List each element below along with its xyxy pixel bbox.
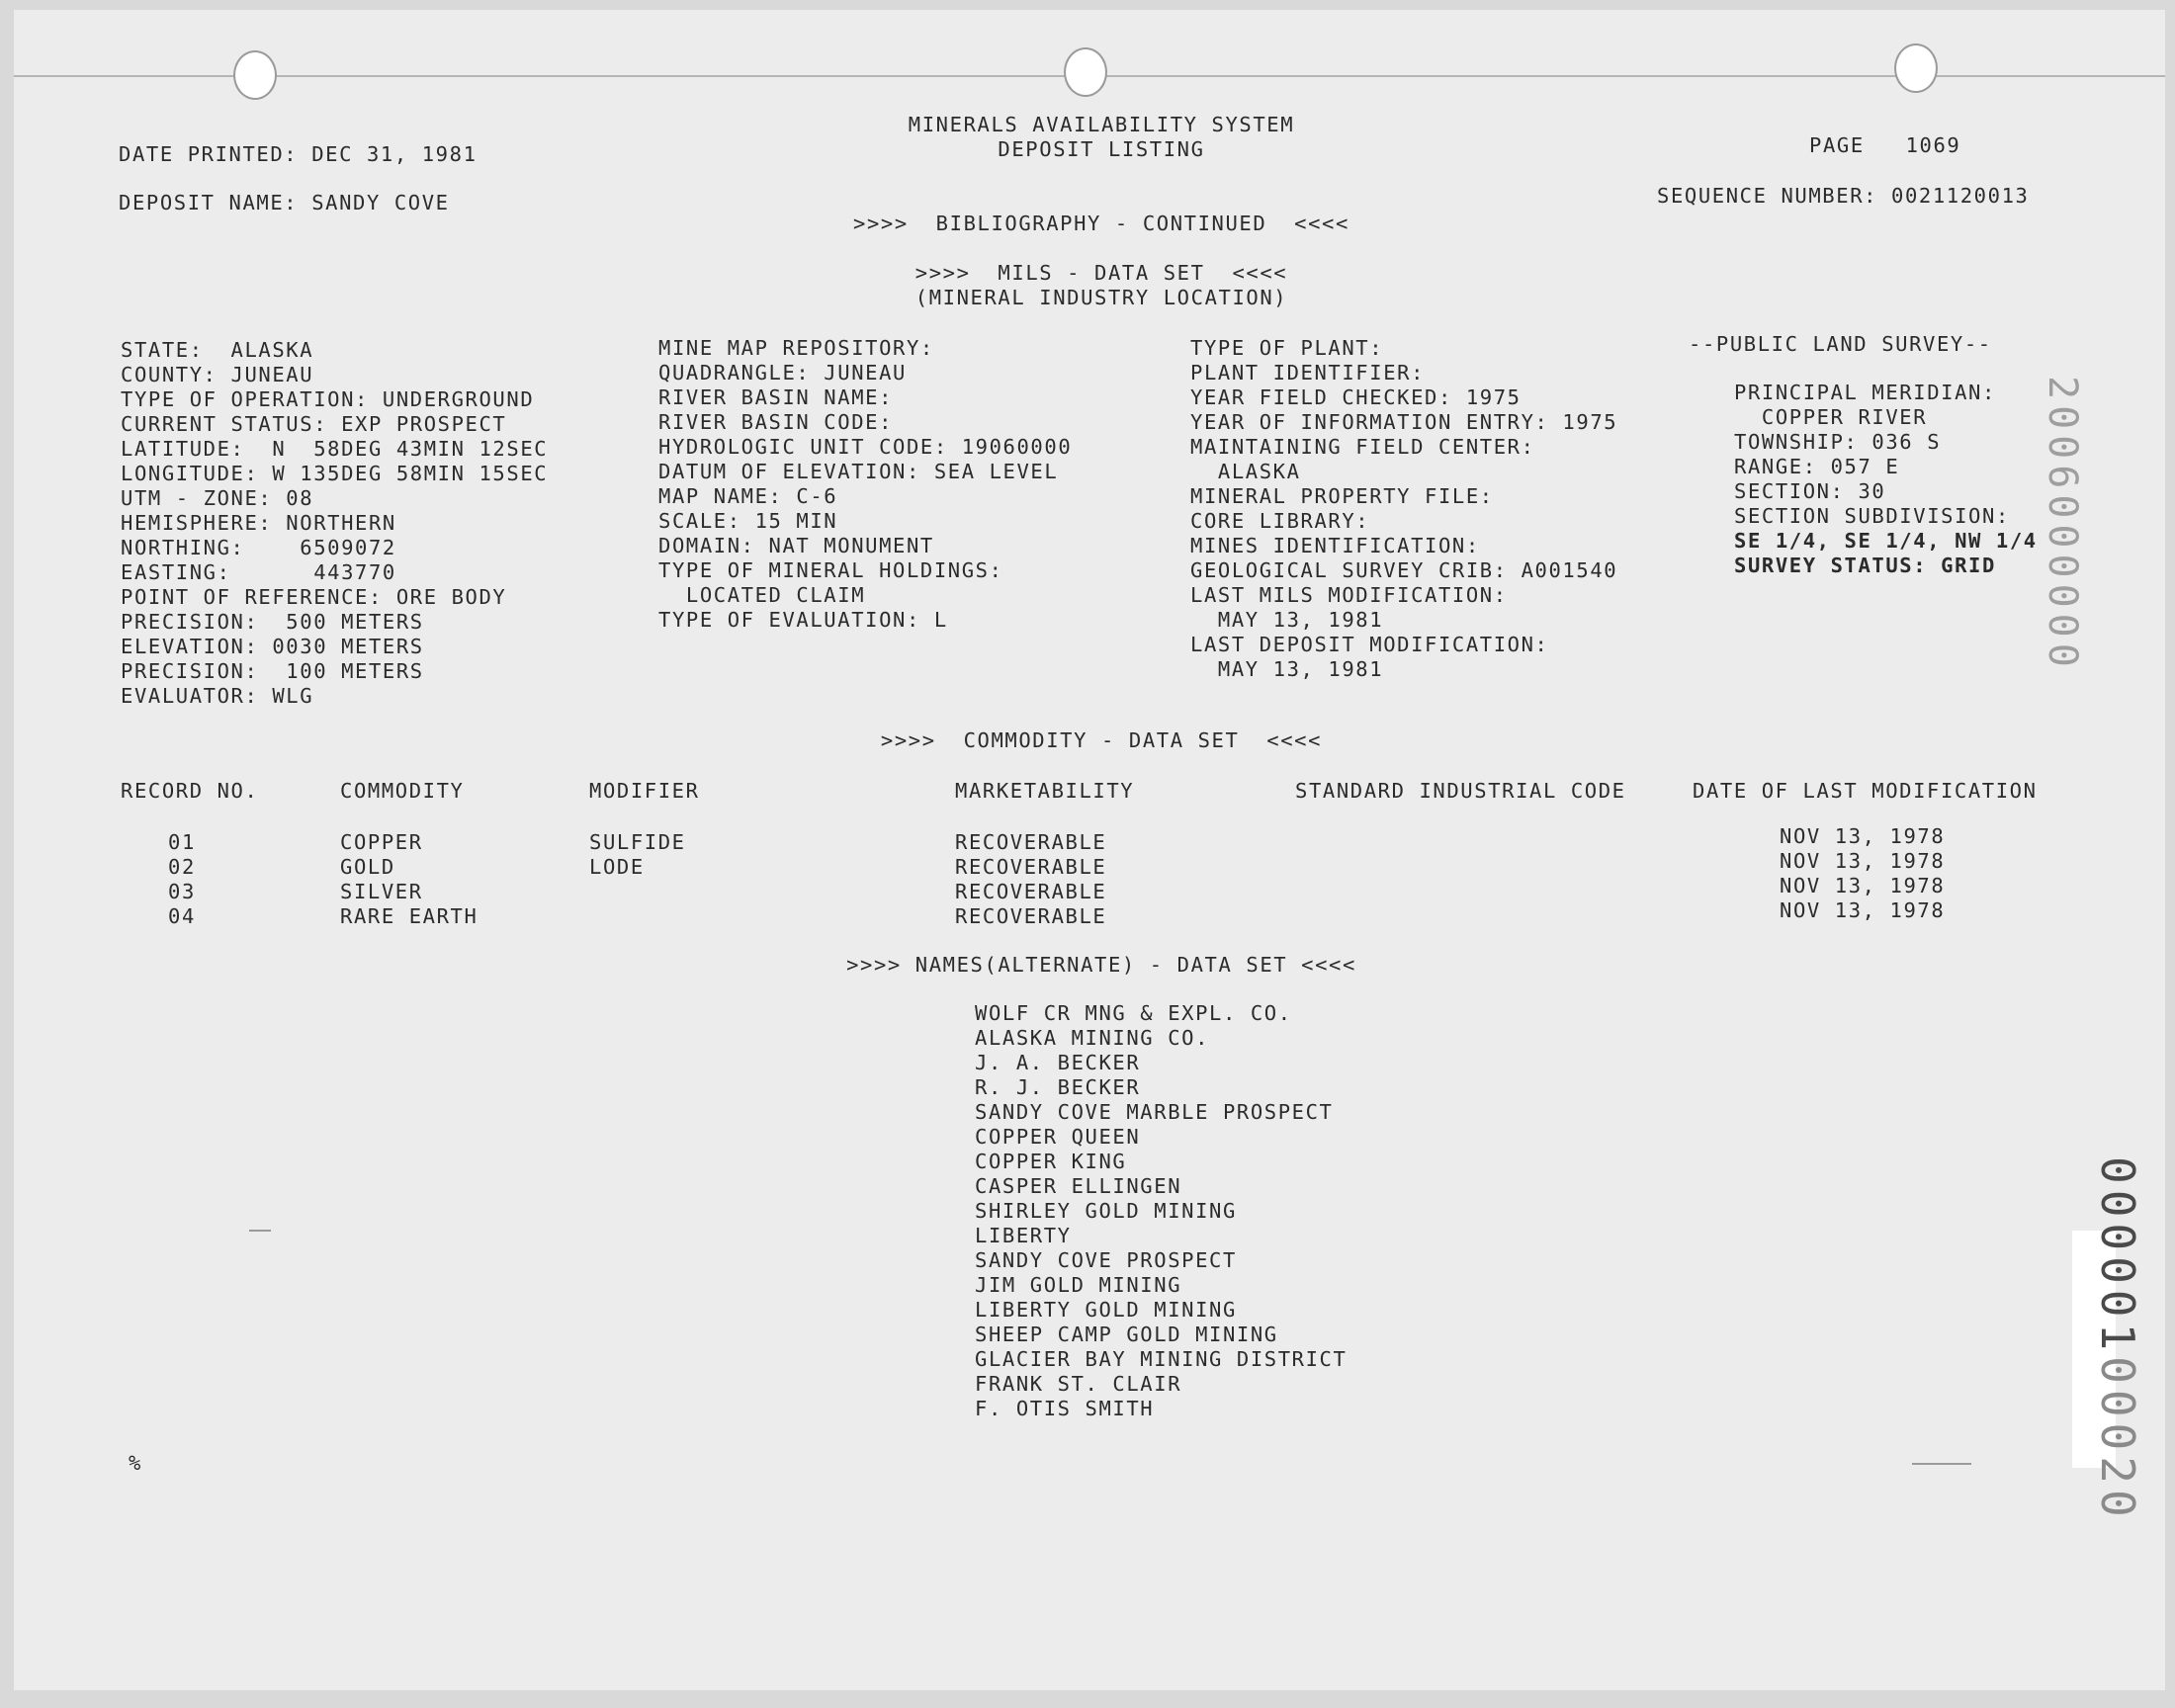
date-printed-label: DATE PRINTED: <box>119 142 299 166</box>
survey-field: SE 1/4, SE 1/4, NW 1/4 <box>1734 529 2038 553</box>
mils-field: TYPE OF EVALUATION: L <box>658 608 948 632</box>
commodity-cell: GOLD <box>340 855 395 879</box>
commodity-cell: 02 <box>168 855 196 879</box>
commodity-cell: 03 <box>168 880 196 903</box>
page-value: 1069 <box>1905 133 1961 157</box>
mils-field: YEAR FIELD CHECKED: 1975 <box>1190 385 1522 409</box>
sequence-number <box>1657 184 2029 209</box>
survey-field: RANGE: 057 E <box>1734 455 1900 478</box>
alternate-name: F. OTIS SMITH <box>975 1397 1155 1420</box>
mils-field: HEMISPHERE: NORTHERN <box>121 511 396 535</box>
mils-field: ALASKA <box>1190 460 1301 483</box>
commodity-cell: RECOVERABLE <box>955 830 1107 854</box>
mils-field: TYPE OF OPERATION: UNDERGROUND <box>121 387 535 411</box>
scan-smudge <box>1912 1463 1971 1465</box>
mils-field: MAY 13, 1981 <box>1190 657 1384 681</box>
mils-subheading: (MINERAL INDUSTRY LOCATION) <box>914 286 1288 309</box>
deposit-name <box>119 191 450 215</box>
commodity-column-header: RECORD NO. <box>121 779 259 803</box>
commodity-cell: RECOVERABLE <box>955 880 1107 903</box>
sequence-label: SEQUENCE NUMBER: <box>1657 184 1878 208</box>
mils-field: TYPE OF PLANT: <box>1190 336 1384 360</box>
survey-field: SECTION: 30 <box>1734 479 1886 503</box>
mils-column-map <box>658 336 1072 633</box>
alternate-names-list <box>975 1001 1347 1421</box>
mils-field: PRECISION: 500 METERS <box>121 610 424 634</box>
survey-field: TOWNSHIP: 036 S <box>1734 430 1942 454</box>
mils-field: MINE MAP REPOSITORY: <box>658 336 934 360</box>
commodity-column-header: STANDARD INDUSTRIAL CODE <box>1295 779 1626 803</box>
margin-stamp-lower-main: 000001 <box>2091 1156 2144 1357</box>
mils-field: NORTHING: 6509072 <box>121 536 396 559</box>
alternate-name: SHEEP CAMP GOLD MINING <box>975 1323 1278 1346</box>
mils-field: QUADRANGLE: JUNEAU <box>658 361 907 384</box>
mils-field: SCALE: 15 MIN <box>658 509 838 533</box>
commodity-column-header: MODIFIER <box>589 779 700 803</box>
mils-field: LOCATED CLAIM <box>658 583 866 607</box>
commodity-cell: RECOVERABLE <box>955 904 1107 928</box>
mils-field: MAY 13, 1981 <box>1190 608 1384 632</box>
mils-field: UTM - ZONE: 08 <box>121 486 314 510</box>
survey-field: COPPER RIVER <box>1734 405 1928 429</box>
mils-field: HYDROLOGIC UNIT CODE: 19060000 <box>658 435 1073 459</box>
mils-field: LONGITUDE: W 135DEG 58MIN 15SEC <box>121 462 549 485</box>
commodity-column-header: DATE OF LAST MODIFICATION <box>1693 779 2038 803</box>
alternate-name: SANDY COVE PROSPECT <box>975 1248 1237 1272</box>
deposit-name-label: DEPOSIT NAME: <box>119 191 299 214</box>
commodity-cell: LODE <box>589 855 645 879</box>
mils-field: GEOLOGICAL SURVEY CRIB: A001540 <box>1190 558 1618 582</box>
commodity-cell: NOV 13, 1978 <box>1780 849 1946 873</box>
mils-field: TYPE OF MINERAL HOLDINGS: <box>658 558 1003 582</box>
page-number <box>1809 133 1960 158</box>
alternate-name: SANDY COVE MARBLE PROSPECT <box>975 1100 1334 1124</box>
deposit-name-value: SANDY COVE <box>311 191 450 214</box>
commodity-heading: >>>> COMMODITY - DATA SET <<<< <box>880 728 1323 752</box>
mils-field: DOMAIN: NAT MONUMENT <box>658 534 934 557</box>
sequence-value: 0021120013 <box>1891 184 2030 208</box>
alternate-name: COPPER KING <box>975 1150 1127 1173</box>
survey-field: PRINCIPAL MERIDIAN: <box>1734 381 1996 404</box>
mils-field: LATITUDE: N 58DEG 43MIN 12SEC <box>121 437 549 461</box>
alternate-name: LIBERTY GOLD MINING <box>975 1298 1237 1322</box>
alternate-name: SHIRLEY GOLD MINING <box>975 1199 1237 1223</box>
alternate-name: R. J. BECKER <box>975 1075 1141 1099</box>
names-heading: >>>> NAMES(ALTERNATE) - DATA SET <<<< <box>846 953 1356 977</box>
document-page <box>14 10 2165 1690</box>
commodity-cell: 04 <box>168 904 196 928</box>
alternate-name: LIBERTY <box>975 1224 1072 1247</box>
commodity-cell: 01 <box>168 830 196 854</box>
bibliography-heading: >>>> BIBLIOGRAPHY - CONTINUED <<<< <box>853 212 1349 235</box>
mils-field: ELEVATION: 0030 METERS <box>121 635 424 658</box>
mils-field: EASTING: 443770 <box>121 560 396 584</box>
system-title: MINERALS AVAILABILITY SYSTEM <box>908 113 1295 136</box>
punch-hole-left <box>233 50 277 100</box>
public-land-survey-list <box>1734 381 2038 578</box>
mils-field: COUNTY: JUNEAU <box>121 363 314 386</box>
survey-field: SURVEY STATUS: GRID <box>1734 554 1996 577</box>
date-printed <box>119 142 478 167</box>
alternate-name: GLACIER BAY MINING DISTRICT <box>975 1347 1348 1371</box>
footer-mark: % <box>129 1451 142 1475</box>
mils-field: MAP NAME: C-6 <box>658 484 838 508</box>
commodity-cell: RARE EARTH <box>340 904 478 928</box>
commodity-column-header: MARKETABILITY <box>955 779 1135 803</box>
commodity-cell: NOV 13, 1978 <box>1780 874 1946 897</box>
alternate-name: J. A. BECKER <box>975 1051 1141 1074</box>
mils-field: STATE: ALASKA <box>121 338 314 362</box>
mils-field: EVALUATOR: WLG <box>121 684 314 708</box>
alternate-name: FRANK ST. CLAIR <box>975 1372 1182 1396</box>
mils-field: LAST DEPOSIT MODIFICATION: <box>1190 633 1549 656</box>
mils-field: CURRENT STATUS: EXP PROSPECT <box>121 412 507 436</box>
mils-field: PRECISION: 100 METERS <box>121 659 424 683</box>
mils-field: LAST MILS MODIFICATION: <box>1190 583 1508 607</box>
mils-field: RIVER BASIN CODE: <box>658 410 894 434</box>
listing-title: DEPOSIT LISTING <box>998 137 1205 161</box>
punch-hole-right <box>1894 43 1938 93</box>
mils-field: PLANT IDENTIFIER: <box>1190 361 1426 384</box>
scan-smudge <box>249 1230 271 1232</box>
alternate-name: JIM GOLD MINING <box>975 1273 1182 1297</box>
margin-stamp-upper: 2006000000 <box>2040 376 2085 673</box>
commodity-cell: NOV 13, 1978 <box>1780 824 1946 848</box>
mils-column-plant <box>1190 336 1617 682</box>
commodity-cell: COPPER <box>340 830 423 854</box>
public-land-survey-heading: --PUBLIC LAND SURVEY-- <box>1689 332 1992 356</box>
alternate-name: WOLF CR MNG & EXPL. CO. <box>975 1001 1292 1025</box>
alternate-name: COPPER QUEEN <box>975 1125 1141 1149</box>
survey-field: SECTION SUBDIVISION: <box>1734 504 2010 528</box>
commodity-cell: NOV 13, 1978 <box>1780 898 1946 922</box>
mils-field: CORE LIBRARY: <box>1190 509 1370 533</box>
mils-field: DATUM OF ELEVATION: SEA LEVEL <box>658 460 1059 483</box>
mils-column-location <box>121 338 548 709</box>
mils-field: MINES IDENTIFICATION: <box>1190 534 1480 557</box>
punch-hole-center <box>1064 47 1107 97</box>
commodity-cell: SILVER <box>340 880 423 903</box>
mils-field: YEAR OF INFORMATION ENTRY: 1975 <box>1190 410 1618 434</box>
commodity-cell: SULFIDE <box>589 830 686 854</box>
date-printed-value: DEC 31, 1981 <box>311 142 478 166</box>
mils-field: MAINTAINING FIELD CENTER: <box>1190 435 1535 459</box>
mils-field: POINT OF REFERENCE: ORE BODY <box>121 585 507 609</box>
alternate-name: ALASKA MINING CO. <box>975 1026 1210 1050</box>
mils-heading: >>>> MILS - DATA SET <<<< <box>914 261 1288 285</box>
commodity-cell: RECOVERABLE <box>955 855 1107 879</box>
margin-stamp-lower-faint: 00020 <box>2091 1356 2144 1523</box>
alternate-name: CASPER ELLINGEN <box>975 1174 1182 1198</box>
mils-field: MINERAL PROPERTY FILE: <box>1190 484 1494 508</box>
margin-stamp-lower <box>2091 1156 2144 1523</box>
mils-field: RIVER BASIN NAME: <box>658 385 894 409</box>
commodity-column-header: COMMODITY <box>340 779 465 803</box>
page-label: PAGE <box>1809 133 1865 157</box>
